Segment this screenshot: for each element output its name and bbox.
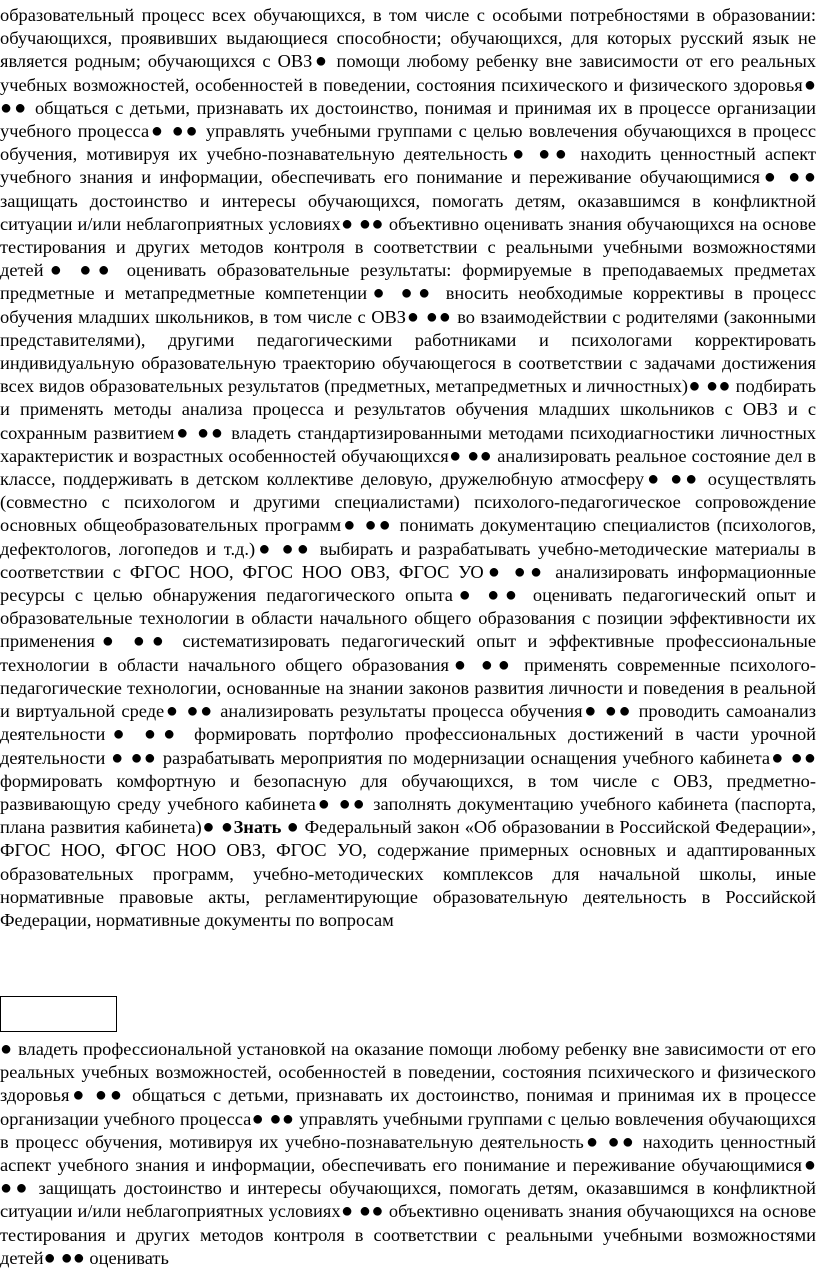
text-segment: анализировать реальное состояние дел в классе, поддерживать в детском коллективе деловую, дружелюбную атмосферу	[0, 445, 816, 490]
bullet-icon: ● ●●	[255, 537, 312, 560]
bullet-icon: ● ●●	[341, 514, 393, 537]
text-segment: защищать достоинство и интересы обучающихся, помогать детям, оказавшимся в конфликтной ситуации и/или неблагоприятных условиях	[0, 190, 816, 234]
bullet-icon: ● ●●	[340, 212, 384, 235]
bullet-icon: ● ●●	[43, 1246, 85, 1269]
text-segment: объективно оценивать знания обучающихся на основе тестирования и других методов контроля в соответствии с реальными учебными возможностями детей	[0, 1201, 816, 1268]
empty-table-cell	[0, 996, 117, 1032]
bullet-icon: ● ●●	[69, 1084, 125, 1107]
text-segment: выбирать и разрабатывать учебно-методические материалы в соответствии с ФГОС НОО, ФГОС НОО ОВЗ, ФГОС УО	[0, 538, 816, 582]
bullet-icon: ● ●●	[105, 723, 183, 746]
text-segment: объективно оценивать знания обучающихся на основе тестирования и других методов контроля в соответствии с реальными учебными возможностями детей	[0, 213, 816, 281]
bullet-icon: ● ●●	[340, 1200, 384, 1223]
text-segment: управлять учебными группами с целью вовлечения обучающихся в процесс обучения, мотивируя их учебно-познавательную деятельность	[0, 1108, 816, 1152]
text-segment: вносить необходимые коррективы в процесс обучения младших школьников, в том числе с ОВЗ	[0, 283, 816, 327]
text-segment: общаться с детьми, признавать их достоинство, понимая и принимая их в процессе организации учебного процесса	[0, 1085, 816, 1129]
text-segment: оценивать	[89, 1247, 169, 1268]
text-segment: оценивать образовательные результаты: формируемые в преподаваемых предметах предметные и метапредметные компетенции	[0, 260, 816, 304]
know-heading: Знать	[233, 817, 282, 838]
text-segment: во взаимодействии с родителями (законными представителями), другими педагогическими работниками и психологами корректировать индивидуальную образовательную траекторию обучающегося в соответствии с задачами достижения всех видов образовательных результатов (предметных, метапредметных и личностных)	[0, 306, 816, 397]
bullet-icon: ●	[0, 1038, 13, 1060]
bullet-icon: ● ●●	[760, 166, 816, 189]
text-segment: систематизировать педагогический опыт и эффективные профессиональные технологии в области начального общего образования	[0, 631, 816, 675]
bullet-icon: ● ●●	[0, 73, 816, 119]
text-segment: формировать портфолио профессиональных достижений в части урочной деятельности	[0, 724, 816, 768]
bullet-icon: ● ●●	[149, 120, 200, 143]
competency-paragraph-bottom	[0, 1038, 816, 1270]
bullet-icon: ● ●●	[174, 421, 225, 444]
bullet-icon: ● ●●	[0, 1154, 816, 1200]
text-segment: формировать комфортную и безопасную для обучающихся, в том числе с ОВЗ, предметно-развивающую среду учебного кабинета	[0, 770, 816, 814]
bullet-icon: ● ●●	[483, 560, 547, 583]
bullet-icon: ● ●●	[111, 746, 158, 769]
bullet-icon: ● ●	[201, 816, 234, 839]
text-segment: защищать достоинство и интересы обучающихся, помогать детям, оказавшимся в конфликтной ситуации и/или неблагоприятных условиях	[0, 1178, 816, 1222]
text-segment: оценивать педагогический опыт и образовательные технологии в области начального общего образования с позиции эффективности их применения	[0, 585, 816, 652]
text-segment: находить ценностный аспект учебного знания и информации, обеспечивать его понимание и переживание обучающимися	[0, 1131, 816, 1176]
text-segment: анализировать результаты процесса обучения	[220, 701, 583, 722]
bullet-icon: ● ●●	[688, 375, 731, 398]
text-segment: помощи любому ребенку вне зависимости от его реальных учебных возможностей, особенностей в поведении, состояния психического и физического здоровья	[0, 51, 816, 95]
text-segment: анализировать информационные ресурсы с целью обнаружения педагогического опыта	[0, 561, 816, 606]
text-segment: заполнять документацию учебного кабинета (паспорта, плана развития кабинета)	[0, 793, 816, 838]
bullet-icon: ● ●●	[582, 700, 633, 723]
text-segment: разрабатывать мероприятия по модернизации оснащения учебного кабинета	[162, 747, 771, 768]
text-segment: общаться с детьми, признавать их достоинство, понимая и принимая их в процессе организации учебного процесса	[0, 97, 816, 142]
bullet-icon: ● ●●	[449, 653, 515, 676]
bullet-icon: ● ●●	[405, 305, 452, 328]
bullet-icon: ●	[286, 816, 300, 839]
text-segment: понимать документацию специалистов (психологов, дефектологов, логопедов и т.д.)	[0, 515, 816, 559]
bullet-icon: ● ●●	[644, 468, 701, 491]
text-segment: проводить самоанализ деятельности	[0, 701, 816, 745]
bullet-icon: ● ●●	[164, 700, 214, 723]
text-segment: владеть профессиональной установкой на оказание помощи любому ребенку вне зависимости от его реальных учебных возможностей, особенностей в поведении, состояния психического и физического здоровья	[0, 1039, 816, 1106]
bullet-icon: ● ●●	[452, 584, 523, 607]
text-segment: образовательный процесс всех обучающихся, в том числе с особыми потребностями в образовании: обучающихся, проявивших выдающиеся способности; обучающихся, для которых русский язык не является родным; обучающихся с ОВЗ	[0, 5, 816, 72]
bullet-icon: ● ●●	[583, 1130, 637, 1153]
bullet-icon: ● ●●	[770, 746, 816, 769]
bullet-icon: ● ●●	[251, 1107, 295, 1130]
text-segment: применять современные психолого-педагогические технологии, основанные на знании законов развития личности и поведения в реальной и виртуальной среде	[0, 654, 816, 722]
bullet-icon: ● ●●	[367, 282, 436, 305]
bullet-icon: ● ●●	[94, 630, 171, 653]
text-segment: Федеральный закон «Об образовании в Российской Федерации», ФГОС НОО, ФГОС НОО ОВЗ, ФГОС УО, содержание примерных основных и адаптированных образовательных программ, учебно-методических комплексов для начальной школы, иные нормативные правовые акты, регламентирующие образовательную деятельность в Российской Федерации, нормативные документы по вопросам	[0, 817, 816, 930]
text-segment: управлять учебными группами с целью вовлечения обучающихся в процесс обучения, мотивируя их учебно-познавательную деятельность	[0, 121, 816, 165]
text-segment: подбирать и применять методы анализа процесса и результатов обучения младших школьников с ОВЗ и с сохранным развитием	[0, 376, 816, 443]
bullet-icon: ● ●●	[507, 143, 572, 166]
bullet-icon: ●	[312, 50, 330, 73]
bullet-icon: ● ●●	[315, 792, 367, 815]
competency-paragraph-top	[0, 4, 816, 932]
text-segment: осуществлять (совместно с психологом и другими специалистами) психолого-педагогическое сопровождение основных общеобразовательных программ	[0, 469, 816, 536]
bullet-icon: ● ●●	[448, 444, 493, 467]
text-segment: находить ценностный аспект учебного знания и информации, обеспечивать его понимание и переживание обучающимися	[0, 144, 816, 188]
bullet-icon: ● ●●	[43, 259, 116, 282]
text-segment: владеть стандартизированными методами психодиагностики личностных характеристик и возрастных особенностей обучающихся	[0, 422, 816, 466]
